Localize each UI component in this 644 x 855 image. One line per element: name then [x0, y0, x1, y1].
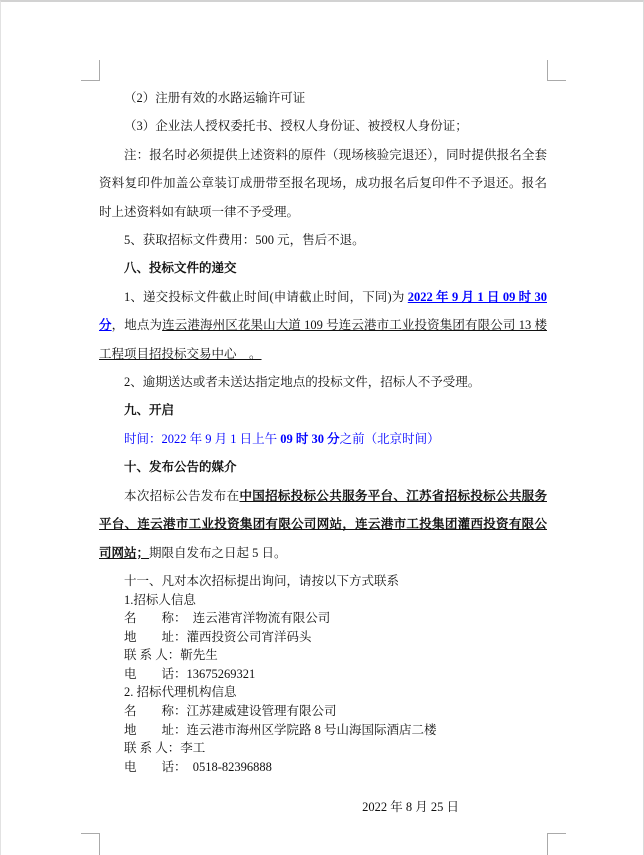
margin-crop-mark-top-left [81, 60, 100, 81]
contact-line-tenderer-address: 地 址：灌西投资公司宵洋码头 [124, 629, 312, 644]
submission-text-pre: 1、递交投标文件截止时间(申请截止时间，下同)为 [124, 289, 408, 304]
contact-line-agency-phone: 电 话： 0518-82396888 [124, 759, 272, 774]
margin-crop-mark-bottom-right [547, 833, 566, 855]
submission-deadline-paragraph [99, 283, 547, 368]
list-item-license-3: （3）企业法人授权委托书、授权人身份证、被授权人身份证； [124, 119, 468, 134]
heading-section-11-contact: 十一、凡对本次招标提出询问，请按以下方式联系 [124, 573, 400, 588]
document-date: 2022 年 8 月 25 日 [362, 800, 459, 815]
contact-line-agency-header: 2. 招标代理机构信息 [124, 685, 237, 700]
heading-section-9-opening: 九、开启 [124, 403, 175, 418]
opening-time-pre: 时间：2022 年 9 月 1 日上午 [124, 431, 281, 446]
contact-section [99, 572, 547, 777]
margin-crop-mark-top-right [547, 60, 566, 81]
media-platform-list: 中国招标投标公共服务平台、江苏省招标投标公共服务平台、连云港市工业投资集团有限公司网站，连云港市工投集团灌西投资有限公司网站； [99, 488, 547, 560]
margin-crop-mark-bottom-left [81, 833, 100, 855]
submission-address: 连云港海州区花果山大道 109 号连云港市工业投资集团有限公司 13 楼工程项目招投标交易中心 。 [99, 318, 547, 361]
list-item-license-2: （2）注册有效的水路运输许可证 [124, 91, 306, 105]
contact-line-tenderer-phone: 电 话：13675269321 [124, 666, 256, 681]
document-content [99, 84, 547, 816]
late-delivery-paragraph: 2、逾期送达或者未送达指定地点的投标文件，招标人不予受理。 [124, 375, 481, 390]
contact-line-tenderer-person: 联 系 人：靳先生 [124, 648, 218, 663]
announcement-media-paragraph [99, 482, 547, 567]
heading-section-8-bid-submission: 八、投标文件的递交 [124, 261, 237, 276]
media-text-pre: 本次招标公告发布在 [124, 488, 240, 503]
contact-line-tenderer-name: 名 称： 连云港宵洋物流有限公司 [124, 611, 331, 626]
fee-paragraph: 5、获取招标文件费用：500 元，售后不退。 [124, 233, 365, 248]
heading-section-10-media: 十、发布公告的媒介 [124, 460, 237, 475]
contact-line-agency-address: 地 址：连云港市海州区学院路 8 号山海国际酒店二楼 [124, 722, 437, 737]
contact-line-tenderer-header: 1.招标人信息 [124, 592, 196, 607]
opening-time-value: 09 时 30 分 [280, 431, 340, 446]
submission-text-mid: ，地点为 [111, 318, 163, 333]
media-text-post: 期限自发布之日起 5 日。 [149, 545, 287, 560]
opening-time-post: 之前（北京时间） [339, 431, 440, 446]
contact-line-agency-person: 联 系 人：李工 [124, 741, 206, 756]
note-paragraph: 注：报名时必须提供上述资料的原件（现场核验完退还），同时提供报名全套资料复印件加盖公章装订成册带至报名现场，成功报名后复印件不予退还。报名时上述资料如有缺项一律不予受理。 [99, 147, 547, 219]
submission-deadline-datetime: 2022 年 9 月 1 日 09 时 30 分 [99, 289, 547, 333]
contact-line-agency-name: 名 称：江苏建威建设管理有限公司 [124, 704, 337, 719]
opening-time-line [99, 425, 547, 453]
